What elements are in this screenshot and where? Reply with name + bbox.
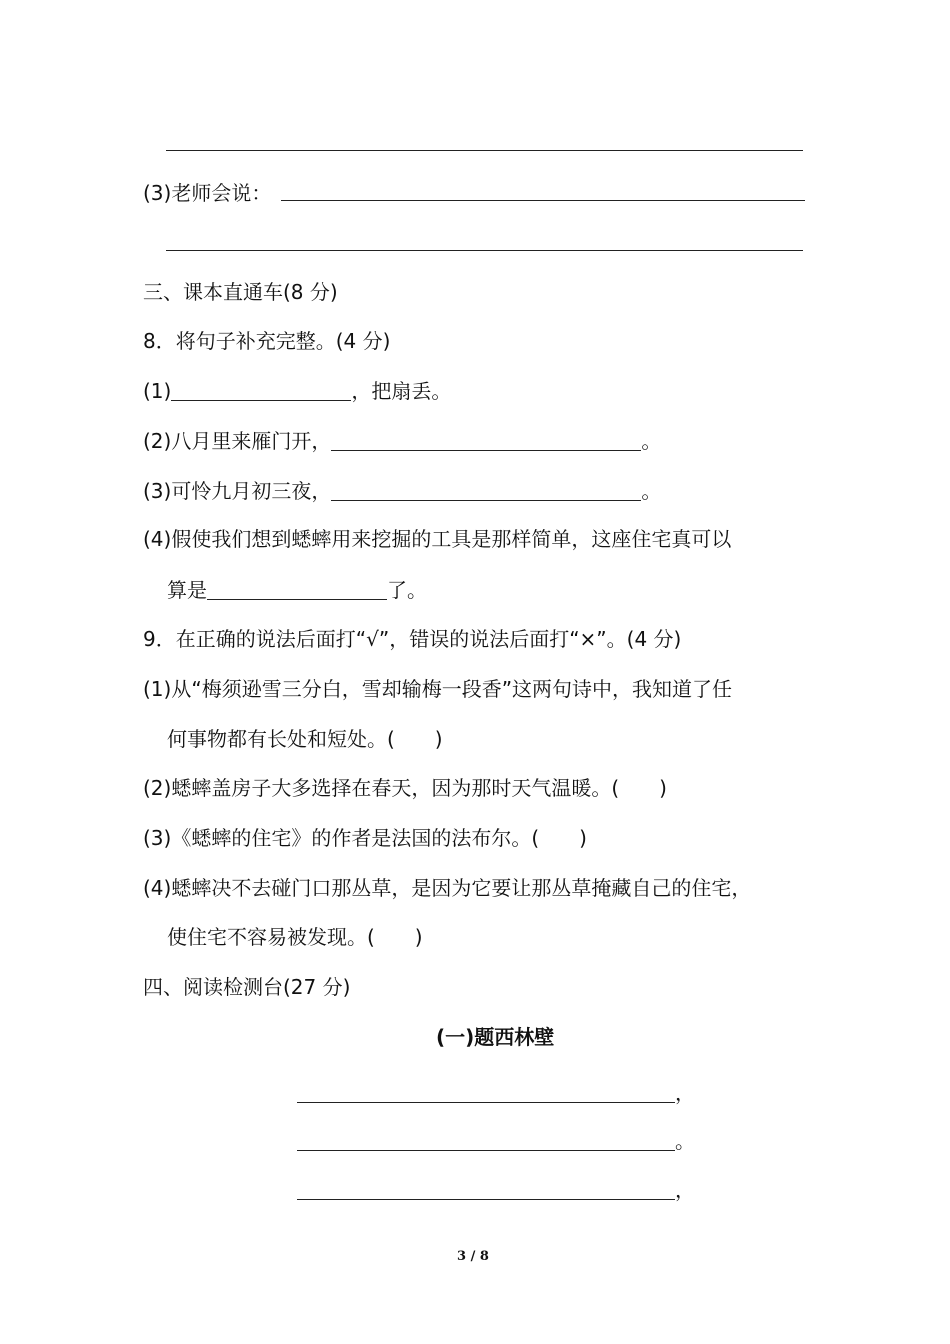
page-number: 3 / 8 xyxy=(457,1249,489,1264)
q8-item-2 xyxy=(143,430,661,451)
q8-item-1-prefix: (1) xyxy=(143,379,172,403)
poem-line-3-end: ， xyxy=(675,1178,695,1202)
q7-item3-label: (3)老师会说： xyxy=(143,181,272,205)
q8-item-3 xyxy=(143,480,661,501)
poem-line-1-end: ， xyxy=(675,1081,695,1105)
section-heading: 三、课本直通车(8 分) xyxy=(143,280,338,304)
q9-item-4-line-1: (4)蟋蟀决不去碰门口那丛草，是因为它要让那丛草掩藏自己的住宅， xyxy=(143,876,752,900)
answer-line xyxy=(281,200,805,201)
section-heading: 四、阅读检测台(27 分) xyxy=(143,975,351,999)
answer-line xyxy=(166,250,803,251)
fill-blank xyxy=(297,1130,675,1151)
question-stem: 9．在正确的说法后面打“√”，错误的说法后面打“×”。(4 分) xyxy=(143,627,682,651)
q8-item-1-suffix: ，把扇丢。 xyxy=(351,379,452,403)
q9-item-3: (3)《蟋蟀的住宅》的作者是法国的法布尔。( ) xyxy=(143,826,587,850)
fill-blank xyxy=(207,579,387,600)
poem-line-3 xyxy=(297,1179,695,1200)
poem-line-1 xyxy=(297,1082,695,1103)
question-stem: 8．将句子补充完整。(4 分) xyxy=(143,329,391,353)
fill-blank xyxy=(331,430,641,451)
q9-item-1-line-1: (1)从“梅须逊雪三分白，雪却输梅一段香”这两句诗中，我知道了任 xyxy=(143,677,733,701)
q8-item-2-prefix: (2)八月里来雁门开， xyxy=(143,429,332,453)
answer-line xyxy=(166,150,803,151)
q9-item-4-line-2: 使住宅不容易被发现。( ) xyxy=(167,925,423,949)
q8-item-4-prefix: 算是 xyxy=(167,578,207,602)
fill-blank xyxy=(331,480,641,501)
q8-item-4-line-1: (4)假使我们想到蟋蟀用来挖掘的工具是那样简单，这座住宅真可以 xyxy=(143,527,732,551)
poem-title: (一)题西林壁 xyxy=(436,1025,555,1049)
q8-item-1 xyxy=(143,380,451,401)
q8-item-3-suffix: 。 xyxy=(641,479,662,503)
q8-item-2-suffix: 。 xyxy=(641,429,662,453)
poem-line-2-end: 。 xyxy=(675,1129,695,1153)
fill-blank xyxy=(297,1179,675,1200)
q9-item-1-line-2: 何事物都有长处和短处。( ) xyxy=(167,727,443,751)
fill-blank xyxy=(171,380,351,401)
q9-item-2: (2)蟋蟀盖房子大多选择在春天，因为那时天气温暖。( ) xyxy=(143,776,667,800)
q8-item-4-suffix: 了。 xyxy=(387,578,427,602)
poem-line-2 xyxy=(297,1130,695,1151)
q8-item-3-prefix: (3)可怜九月初三夜， xyxy=(143,479,332,503)
fill-blank xyxy=(297,1082,675,1103)
q8-item-4-line-2 xyxy=(167,579,427,600)
